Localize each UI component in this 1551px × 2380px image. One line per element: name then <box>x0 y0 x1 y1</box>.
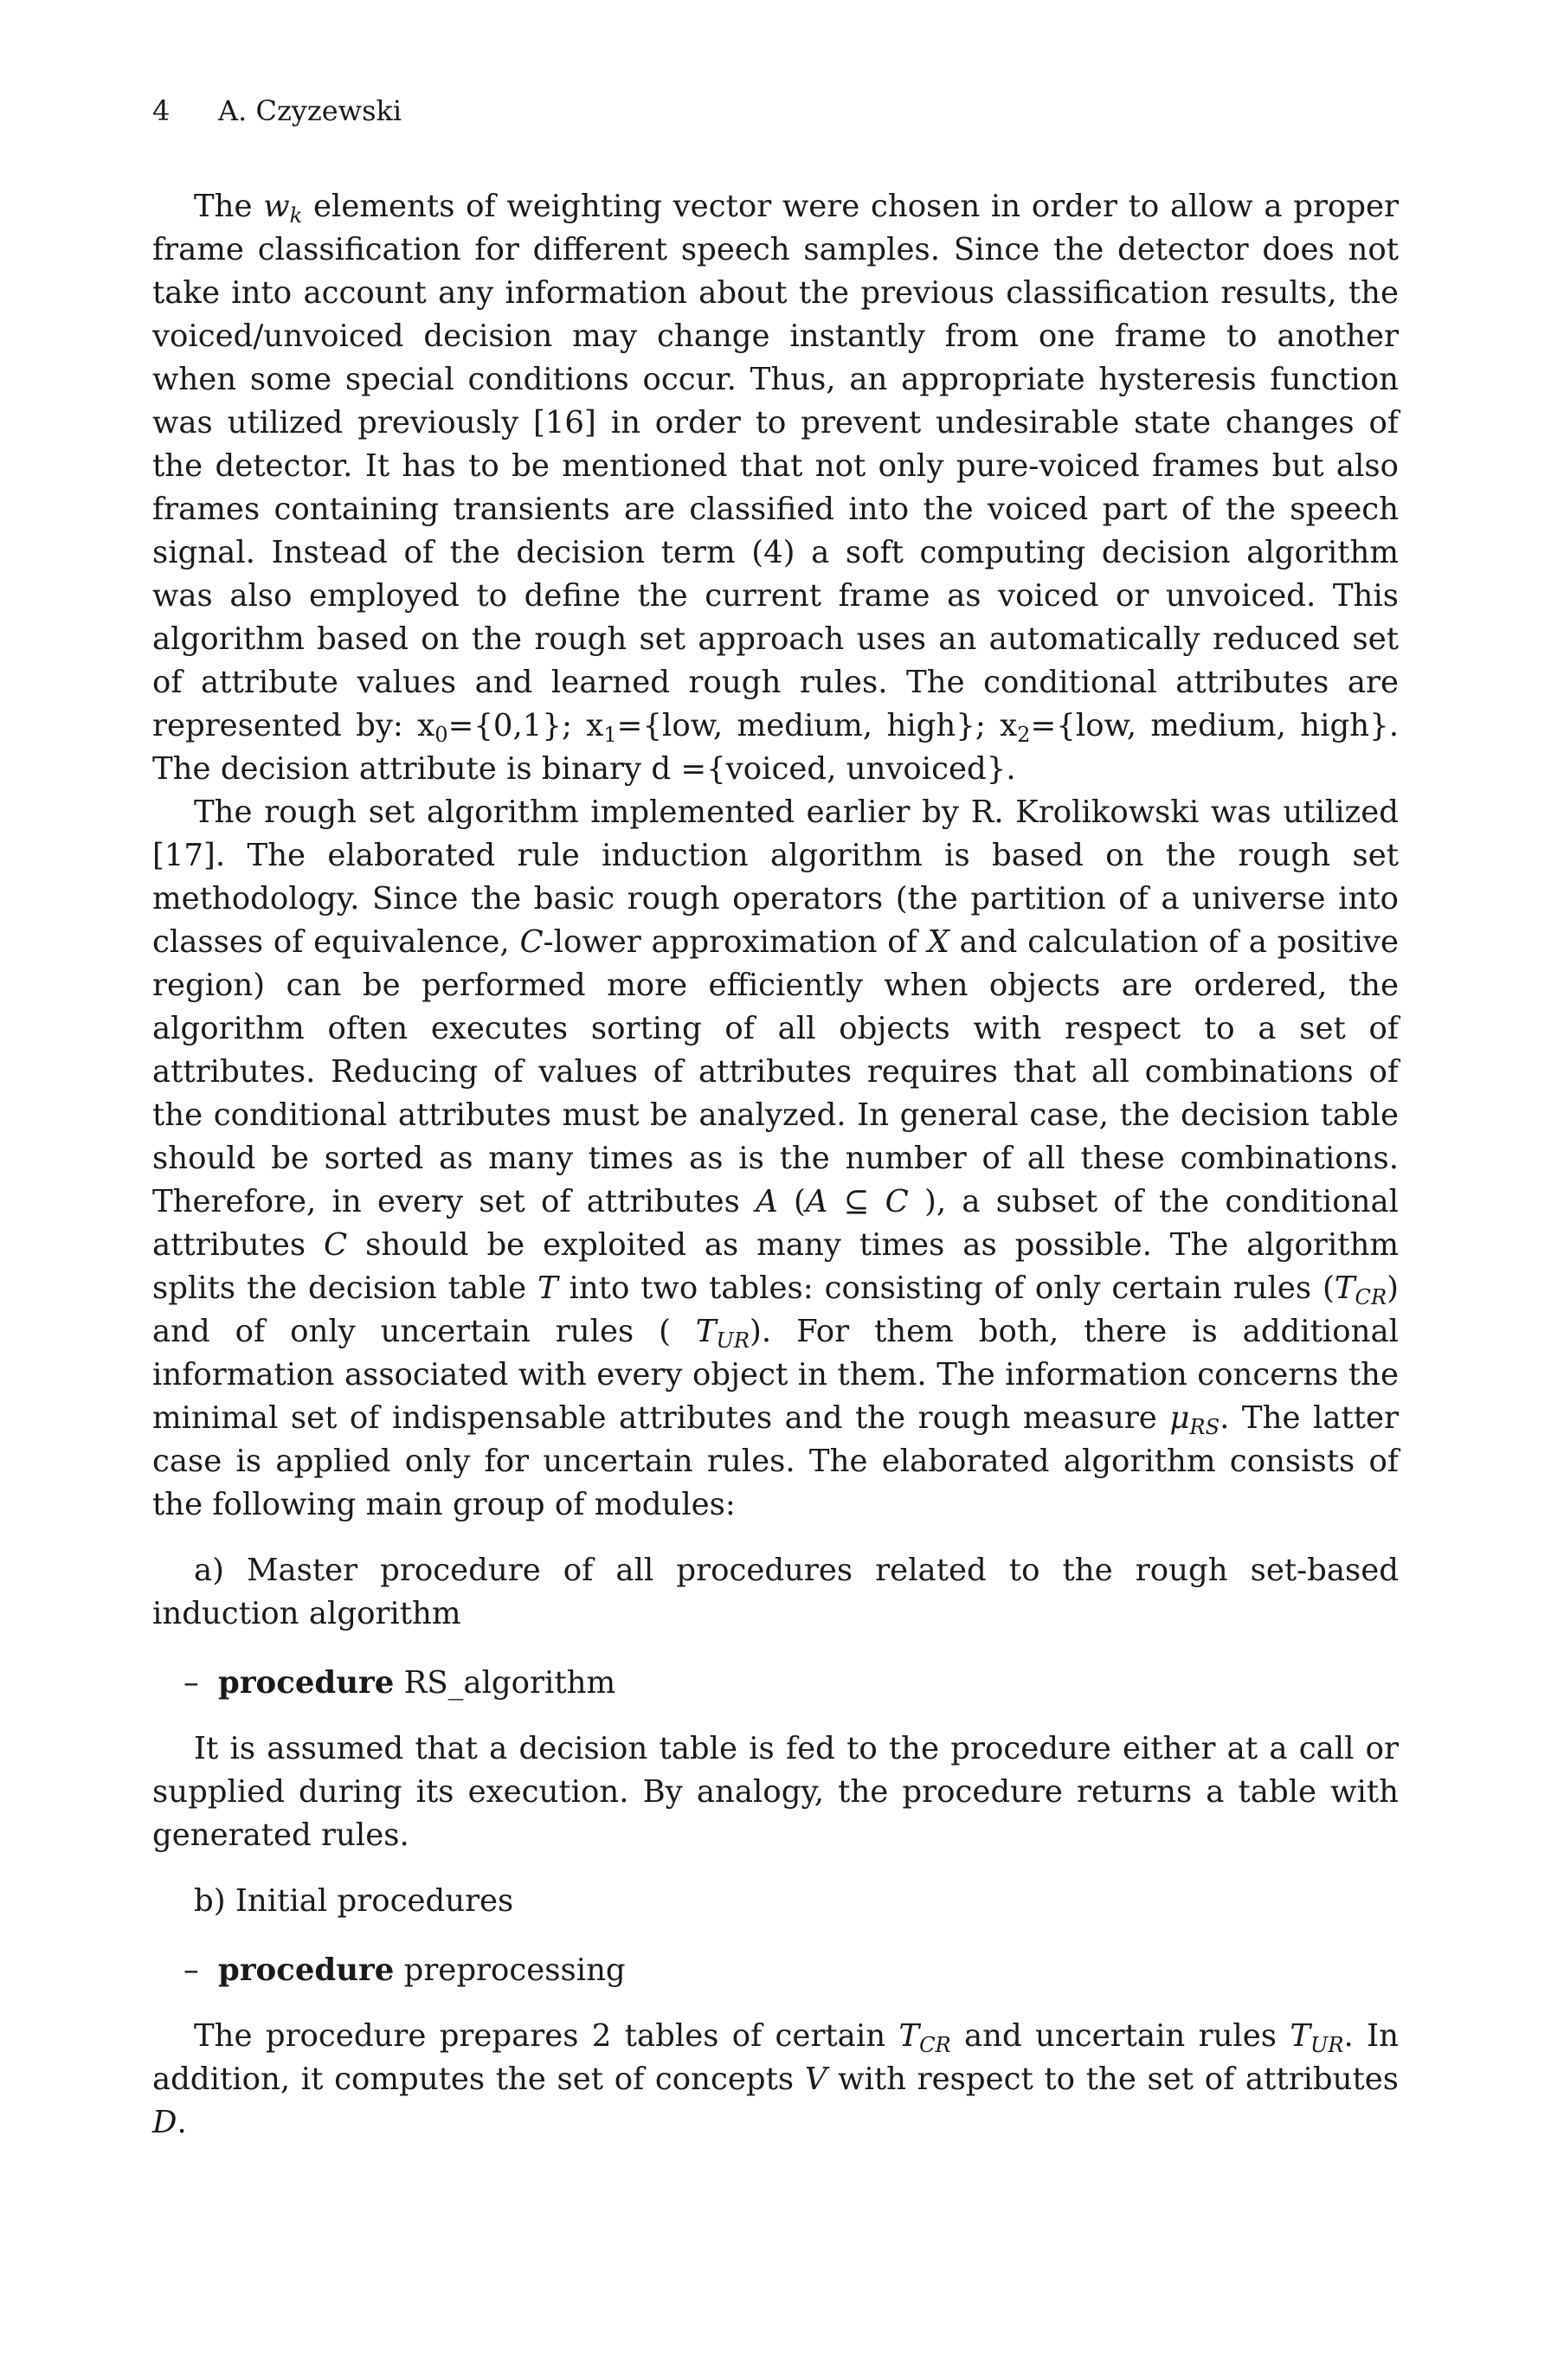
math-symbol: C <box>885 1184 909 1219</box>
text-run: ), a subset of the conditional attributes <box>152 1184 1399 1263</box>
attribute-symbol: x <box>586 708 604 743</box>
math-subscript: UR <box>1310 2033 1344 2058</box>
page-number: 4 <box>152 94 171 127</box>
math-symbol: A <box>756 1184 778 1219</box>
text-run: ={low, medium, high}; <box>616 708 1001 743</box>
procedure-keyword: procedure <box>218 1952 395 1988</box>
math-symbol: C <box>324 1227 348 1263</box>
paragraph-master-procedure: a) Master procedure of all procedures related to the rough set-based induction algorithm <box>152 1553 1399 1631</box>
math-symbol: μ <box>1169 1400 1190 1436</box>
math-symbol: C <box>519 924 544 960</box>
math-symbol: T <box>898 2018 920 2054</box>
procedure-list-item-rs-algorithm <box>183 1662 1399 1705</box>
text-run: and uncertain rules <box>950 2018 1290 2054</box>
text-run: ={0,1}; <box>447 708 587 743</box>
text-run: with respect to the set of attributes <box>827 2062 1399 2097</box>
text-run: ) and of only uncertain rules ( <box>152 1270 1399 1349</box>
list-dash: – <box>183 1952 199 1988</box>
text-run: elements of weighting vector were chosen in order to allow a proper frame classification for different speech samples. Since the detector does not take into account any information about the previous classification results, the voiced/unvoiced decision may change instantly from one frame to another when some special conditions occur. Thus, an appropriate hysteresis function was utilized previously [16] in order to prevent undesirable state changes of the detector. It has to be mentioned that not only pure-voiced frames but also frames containing transients are classified into the voiced part of the speech signal. Instead of the decision term (4) a soft computing decision algorithm was also employed to define the current frame as voiced or unvoiced. This algorithm based on the rough set approach uses an automatically reduced set of attribute values and learned rough rules. The conditional attributes are represented by: <box>152 189 1400 743</box>
paragraph-prepares-tables <box>152 2015 1399 2145</box>
math-symbol: T <box>537 1270 558 1306</box>
attribute-subscript: 1 <box>603 723 617 748</box>
attribute-symbol: x <box>1000 708 1018 743</box>
text-run: and calculation of a positive region) can be performed more efficiently when objects are ordered, the algorithm often executes sorting of all objects with respect to a set of attributes. Reducing of values of attributes requires that all combinations of the conditional attributes must be analyzed. In general case, the decision table should be sorted as many times as is the number of all these combinations. Therefore, in every set of attributes <box>152 924 1399 1219</box>
author-name: A. Czyzewski <box>218 94 402 127</box>
text-run: The <box>194 189 264 224</box>
math-subscript: UR <box>716 1328 750 1354</box>
math-symbol: V <box>804 2062 827 2097</box>
procedure-name: RS_algorithm <box>394 1665 616 1701</box>
text-run: should be exploited as many times as possible. The algorithm splits the decision table <box>152 1227 1399 1306</box>
procedure-keyword: procedure <box>218 1665 395 1701</box>
paragraph-voiced-unvoiced-detection <box>152 185 1399 791</box>
procedure-name: preprocessing <box>394 1952 626 1988</box>
text-run: into two tables: consisting of only certain rules ( <box>557 1270 1335 1306</box>
math-symbol: D <box>152 2105 177 2140</box>
text-run: -lower approximation of <box>543 924 928 960</box>
text-run: . In addition, it computes the set of concepts <box>152 2018 1399 2097</box>
running-head <box>152 93 402 128</box>
list-dash: – <box>183 1665 199 1701</box>
paragraph-rough-set-algorithm <box>152 791 1399 1527</box>
math-symbol: w <box>263 189 290 224</box>
text-run: ). For them both, there is additional information associated with every object in them. The information concerns the minimal set of indispensable attributes and the rough measure <box>152 1314 1399 1436</box>
attribute-subscript: 0 <box>434 723 448 748</box>
math-symbol: X <box>927 924 949 960</box>
math-symbol: T <box>695 1314 717 1349</box>
attribute-subscript: 2 <box>1017 723 1031 748</box>
body-text <box>152 185 1399 2145</box>
math-symbol: T <box>1290 2018 1311 2054</box>
subset-symbol: ⊆ <box>827 1184 885 1219</box>
paragraph-decision-table-fed: It is assumed that a decision table is fed to the procedure either at a call or supplied during its execution. By analogy, the procedure returns a table with generated rules. <box>152 1731 1399 1853</box>
text-run: . The latter case is applied only for uncertain rules. The elaborated algorithm consists of the following main group of modules: <box>152 1400 1400 1522</box>
math-subscript: RS <box>1189 1415 1220 1440</box>
text-run: ( <box>777 1184 806 1219</box>
paragraph-initial-procedures: b) Initial procedures <box>194 1883 514 1919</box>
text-run: . <box>177 2105 187 2140</box>
math-symbol: A <box>805 1184 828 1219</box>
math-subscript: k <box>289 203 303 228</box>
math-symbol: T <box>1334 1270 1355 1306</box>
math-subscript: CR <box>1355 1285 1387 1310</box>
text-run: The rough set algorithm implemented earlier by R. Krolikowski was utilized [17]. The elaborated rule induction algorithm is based on the rough set methodology. Since the basic rough operators (the partition of a universe into classes of equivalence, <box>152 794 1399 960</box>
procedure-list-item-preprocessing <box>183 1949 1399 1992</box>
text-run: ={low, medium, high}. The decision attribute is binary d ={voiced, unvoiced}. <box>152 708 1399 787</box>
text-run: The procedure prepares 2 tables of certain <box>194 2018 899 2054</box>
attribute-symbol: x <box>417 708 435 743</box>
math-subscript: CR <box>919 2033 951 2058</box>
